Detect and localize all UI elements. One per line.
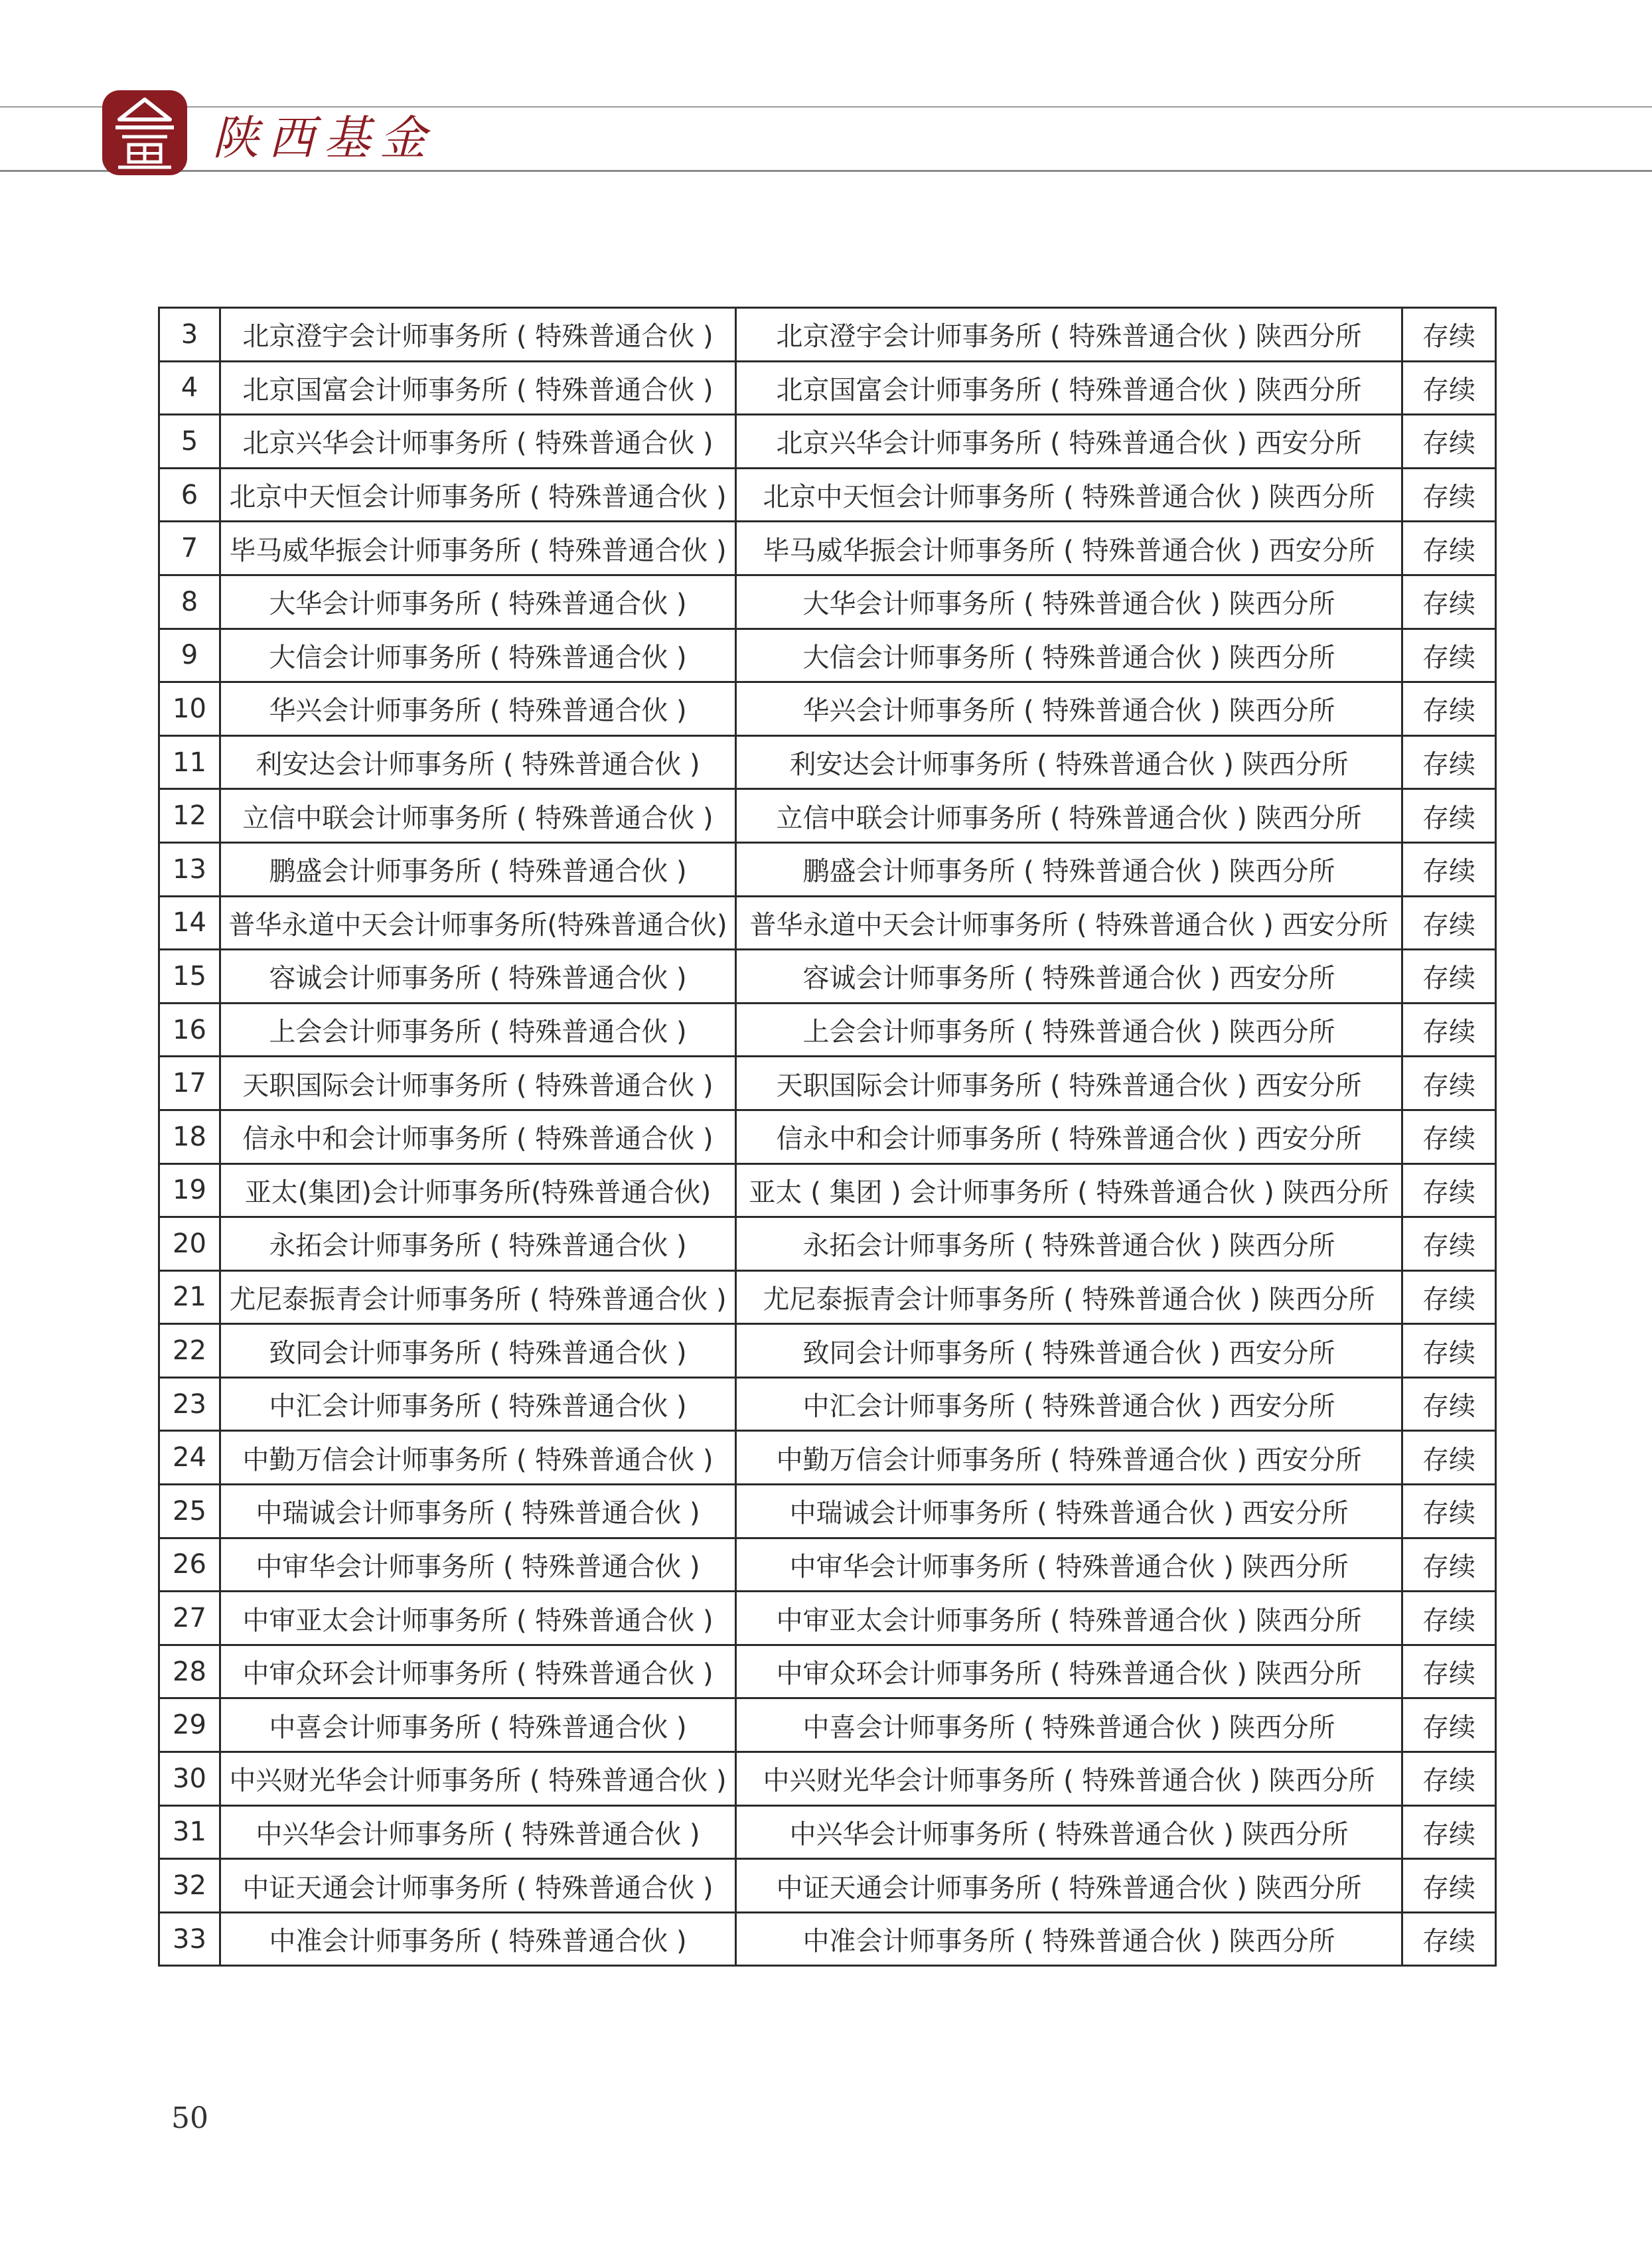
firm-name-cell: 尤尼泰振青会计师事务所 ( 特殊普通合伙 ) [220, 1270, 736, 1324]
branch-name-cell: 中审华会计师事务所 ( 特殊普通合伙 ) 陕西分所 [736, 1538, 1402, 1592]
branch-name-cell: 上会会计师事务所 ( 特殊普通合伙 ) 陕西分所 [736, 1003, 1402, 1057]
firm-name-cell: 中证天通会计师事务所 ( 特殊普通合伙 ) [220, 1859, 736, 1913]
status-cell: 存续 [1402, 629, 1496, 682]
firm-name-cell: 永拓会计师事务所 ( 特殊普通合伙 ) [220, 1217, 736, 1271]
table-row [159, 682, 1496, 736]
row-number-cell: 29 [159, 1698, 220, 1752]
table-row [159, 1698, 1496, 1752]
firm-name-cell: 立信中联会计师事务所 ( 特殊普通合伙 ) [220, 789, 736, 843]
firm-table-body [159, 308, 1496, 1966]
table-row [159, 1163, 1496, 1217]
branch-name-cell: 大华会计师事务所 ( 特殊普通合伙 ) 陕西分所 [736, 575, 1402, 629]
table-row [159, 1485, 1496, 1538]
status-cell: 存续 [1402, 1377, 1496, 1431]
table-row [159, 468, 1496, 522]
row-number-cell: 6 [159, 468, 220, 522]
table-row [159, 1538, 1496, 1592]
status-cell: 存续 [1402, 789, 1496, 843]
branch-name-cell: 致同会计师事务所 ( 特殊普通合伙 ) 西安分所 [736, 1324, 1402, 1378]
row-number-cell: 3 [159, 308, 220, 362]
table-row [159, 735, 1496, 789]
firm-table [158, 307, 1497, 1967]
table-row [159, 575, 1496, 629]
header-rule-bottom [0, 170, 1652, 172]
status-cell: 存续 [1402, 1859, 1496, 1913]
firm-name-cell: 中喜会计师事务所 ( 特殊普通合伙 ) [220, 1698, 736, 1752]
row-number-cell: 19 [159, 1163, 220, 1217]
row-number-cell: 14 [159, 896, 220, 950]
table-row [159, 361, 1496, 415]
firm-name-cell: 北京中天恒会计师事务所 ( 特殊普通合伙 ) [220, 468, 736, 522]
firm-name-cell: 中兴财光华会计师事务所 ( 特殊普通合伙 ) [220, 1752, 736, 1806]
status-cell: 存续 [1402, 1485, 1496, 1538]
firm-name-cell: 北京兴华会计师事务所 ( 特殊普通合伙 ) [220, 415, 736, 469]
row-number-cell: 22 [159, 1324, 220, 1378]
row-number-cell: 30 [159, 1752, 220, 1806]
table-row [159, 1377, 1496, 1431]
firm-name-cell: 容诚会计师事务所 ( 特殊普通合伙 ) [220, 950, 736, 1004]
status-cell: 存续 [1402, 1912, 1496, 1966]
branch-name-cell: 永拓会计师事务所 ( 特殊普通合伙 ) 陕西分所 [736, 1217, 1402, 1271]
table-row [159, 415, 1496, 469]
table-row [159, 522, 1496, 575]
status-cell: 存续 [1402, 308, 1496, 362]
row-number-cell: 10 [159, 682, 220, 736]
table-row [159, 1217, 1496, 1271]
table-row [159, 629, 1496, 682]
row-number-cell: 20 [159, 1217, 220, 1271]
firm-name-cell: 鹏盛会计师事务所 ( 特殊普通合伙 ) [220, 842, 736, 896]
table-row [159, 842, 1496, 896]
status-cell: 存续 [1402, 1805, 1496, 1859]
firm-name-cell: 华兴会计师事务所 ( 特殊普通合伙 ) [220, 682, 736, 736]
status-cell: 存续 [1402, 1324, 1496, 1378]
branch-name-cell: 中审众环会计师事务所 ( 特殊普通合伙 ) 陕西分所 [736, 1645, 1402, 1698]
row-number-cell: 4 [159, 361, 220, 415]
table-row [159, 1003, 1496, 1057]
firm-name-cell: 中勤万信会计师事务所 ( 特殊普通合伙 ) [220, 1431, 736, 1485]
row-number-cell: 16 [159, 1003, 220, 1057]
status-cell: 存续 [1402, 1057, 1496, 1110]
branch-name-cell: 中审亚太会计师事务所 ( 特殊普通合伙 ) 陕西分所 [736, 1592, 1402, 1645]
table-row [159, 1805, 1496, 1859]
firm-name-cell: 天职国际会计师事务所 ( 特殊普通合伙 ) [220, 1057, 736, 1110]
status-cell: 存续 [1402, 468, 1496, 522]
status-cell: 存续 [1402, 896, 1496, 950]
branch-name-cell: 中汇会计师事务所 ( 特殊普通合伙 ) 西安分所 [736, 1377, 1402, 1431]
branch-name-cell: 中瑞诚会计师事务所 ( 特殊普通合伙 ) 西安分所 [736, 1485, 1402, 1538]
row-number-cell: 8 [159, 575, 220, 629]
brand-title: 陕西基金 [212, 111, 435, 165]
row-number-cell: 9 [159, 629, 220, 682]
status-cell: 存续 [1402, 522, 1496, 575]
row-number-cell: 28 [159, 1645, 220, 1698]
row-number-cell: 21 [159, 1270, 220, 1324]
row-number-cell: 18 [159, 1110, 220, 1163]
firm-name-cell: 中审华会计师事务所 ( 特殊普通合伙 ) [220, 1538, 736, 1592]
table-row [159, 1645, 1496, 1698]
branch-name-cell: 亚太 ( 集团 ) 会计师事务所 ( 特殊普通合伙 ) 陕西分所 [736, 1163, 1402, 1217]
table-row [159, 789, 1496, 843]
table-row [159, 1859, 1496, 1913]
row-number-cell: 26 [159, 1538, 220, 1592]
firm-name-cell: 利安达会计师事务所 ( 特殊普通合伙 ) [220, 735, 736, 789]
status-cell: 存续 [1402, 575, 1496, 629]
table-row [159, 1270, 1496, 1324]
firm-name-cell: 中兴华会计师事务所 ( 特殊普通合伙 ) [220, 1805, 736, 1859]
branch-name-cell: 北京国富会计师事务所 ( 特殊普通合伙 ) 陕西分所 [736, 361, 1402, 415]
firm-name-cell: 毕马威华振会计师事务所 ( 特殊普通合伙 ) [220, 522, 736, 575]
firm-name-cell: 北京国富会计师事务所 ( 特殊普通合伙 ) [220, 361, 736, 415]
row-number-cell: 5 [159, 415, 220, 469]
table-row [159, 1324, 1496, 1378]
row-number-cell: 24 [159, 1431, 220, 1485]
branch-name-cell: 利安达会计师事务所 ( 特殊普通合伙 ) 陕西分所 [736, 735, 1402, 789]
branch-name-cell: 中兴华会计师事务所 ( 特殊普通合伙 ) 陕西分所 [736, 1805, 1402, 1859]
status-cell: 存续 [1402, 682, 1496, 736]
status-cell: 存续 [1402, 1538, 1496, 1592]
row-number-cell: 31 [159, 1805, 220, 1859]
status-cell: 存续 [1402, 1270, 1496, 1324]
status-cell: 存续 [1402, 361, 1496, 415]
firm-name-cell: 致同会计师事务所 ( 特殊普通合伙 ) [220, 1324, 736, 1378]
table-row [159, 308, 1496, 362]
row-number-cell: 13 [159, 842, 220, 896]
status-cell: 存续 [1402, 1163, 1496, 1217]
firm-name-cell: 中汇会计师事务所 ( 特殊普通合伙 ) [220, 1377, 736, 1431]
branch-name-cell: 鹏盛会计师事务所 ( 特殊普通合伙 ) 陕西分所 [736, 842, 1402, 896]
row-number-cell: 11 [159, 735, 220, 789]
status-cell: 存续 [1402, 842, 1496, 896]
row-number-cell: 33 [159, 1912, 220, 1966]
firm-name-cell: 亚太(集团)会计师事务所(特殊普通合伙) [220, 1163, 736, 1217]
firm-name-cell: 北京澄宇会计师事务所 ( 特殊普通合伙 ) [220, 308, 736, 362]
status-cell: 存续 [1402, 415, 1496, 469]
status-cell: 存续 [1402, 1645, 1496, 1698]
table-row [159, 896, 1496, 950]
row-number-cell: 25 [159, 1485, 220, 1538]
status-cell: 存续 [1402, 1592, 1496, 1645]
row-number-cell: 15 [159, 950, 220, 1004]
status-cell: 存续 [1402, 1217, 1496, 1271]
firm-name-cell: 中瑞诚会计师事务所 ( 特殊普通合伙 ) [220, 1485, 736, 1538]
firm-name-cell: 大华会计师事务所 ( 特殊普通合伙 ) [220, 575, 736, 629]
page-number: 50 [171, 2101, 208, 2135]
firm-name-cell: 大信会计师事务所 ( 特殊普通合伙 ) [220, 629, 736, 682]
row-number-cell: 27 [159, 1592, 220, 1645]
firm-name-cell: 信永中和会计师事务所 ( 特殊普通合伙 ) [220, 1110, 736, 1163]
branch-name-cell: 中勤万信会计师事务所 ( 特殊普通合伙 ) 西安分所 [736, 1431, 1402, 1485]
status-cell: 存续 [1402, 950, 1496, 1004]
status-cell: 存续 [1402, 735, 1496, 789]
table-row [159, 1110, 1496, 1163]
row-number-cell: 23 [159, 1377, 220, 1431]
firm-name-cell: 中审众环会计师事务所 ( 特殊普通合伙 ) [220, 1645, 736, 1698]
firm-name-cell: 中审亚太会计师事务所 ( 特殊普通合伙 ) [220, 1592, 736, 1645]
branch-name-cell: 信永中和会计师事务所 ( 特殊普通合伙 ) 西安分所 [736, 1110, 1402, 1163]
row-number-cell: 32 [159, 1859, 220, 1913]
table-row [159, 1592, 1496, 1645]
table-row [159, 950, 1496, 1004]
branch-name-cell: 北京澄宇会计师事务所 ( 特殊普通合伙 ) 陕西分所 [736, 308, 1402, 362]
status-cell: 存续 [1402, 1698, 1496, 1752]
firm-name-cell: 上会会计师事务所 ( 特殊普通合伙 ) [220, 1003, 736, 1057]
branch-name-cell: 立信中联会计师事务所 ( 特殊普通合伙 ) 陕西分所 [736, 789, 1402, 843]
table-row [159, 1057, 1496, 1110]
row-number-cell: 17 [159, 1057, 220, 1110]
table-row [159, 1752, 1496, 1806]
branch-name-cell: 中准会计师事务所 ( 特殊普通合伙 ) 陕西分所 [736, 1912, 1402, 1966]
status-cell: 存续 [1402, 1752, 1496, 1806]
branch-name-cell: 北京兴华会计师事务所 ( 特殊普通合伙 ) 西安分所 [736, 415, 1402, 469]
seal-logo-icon [100, 88, 190, 178]
branch-name-cell: 大信会计师事务所 ( 特殊普通合伙 ) 陕西分所 [736, 629, 1402, 682]
branch-name-cell: 中证天通会计师事务所 ( 特殊普通合伙 ) 陕西分所 [736, 1859, 1402, 1913]
status-cell: 存续 [1402, 1003, 1496, 1057]
branch-name-cell: 普华永道中天会计师事务所 ( 特殊普通合伙 ) 西安分所 [736, 896, 1402, 950]
firm-name-cell: 普华永道中天会计师事务所(特殊普通合伙) [220, 896, 736, 950]
table-row [159, 1431, 1496, 1485]
branch-name-cell: 北京中天恒会计师事务所 ( 特殊普通合伙 ) 陕西分所 [736, 468, 1402, 522]
row-number-cell: 7 [159, 522, 220, 575]
branch-name-cell: 毕马威华振会计师事务所 ( 特殊普通合伙 ) 西安分所 [736, 522, 1402, 575]
branch-name-cell: 容诚会计师事务所 ( 特殊普通合伙 ) 西安分所 [736, 950, 1402, 1004]
table-row [159, 1912, 1496, 1966]
branch-name-cell: 天职国际会计师事务所 ( 特殊普通合伙 ) 西安分所 [736, 1057, 1402, 1110]
branch-name-cell: 中兴财光华会计师事务所 ( 特殊普通合伙 ) 陕西分所 [736, 1752, 1402, 1806]
status-cell: 存续 [1402, 1431, 1496, 1485]
branch-name-cell: 中喜会计师事务所 ( 特殊普通合伙 ) 陕西分所 [736, 1698, 1402, 1752]
branch-name-cell: 华兴会计师事务所 ( 特殊普通合伙 ) 陕西分所 [736, 682, 1402, 736]
firm-name-cell: 中准会计师事务所 ( 特殊普通合伙 ) [220, 1912, 736, 1966]
status-cell: 存续 [1402, 1110, 1496, 1163]
branch-name-cell: 尤尼泰振青会计师事务所 ( 特殊普通合伙 ) 陕西分所 [736, 1270, 1402, 1324]
row-number-cell: 12 [159, 789, 220, 843]
